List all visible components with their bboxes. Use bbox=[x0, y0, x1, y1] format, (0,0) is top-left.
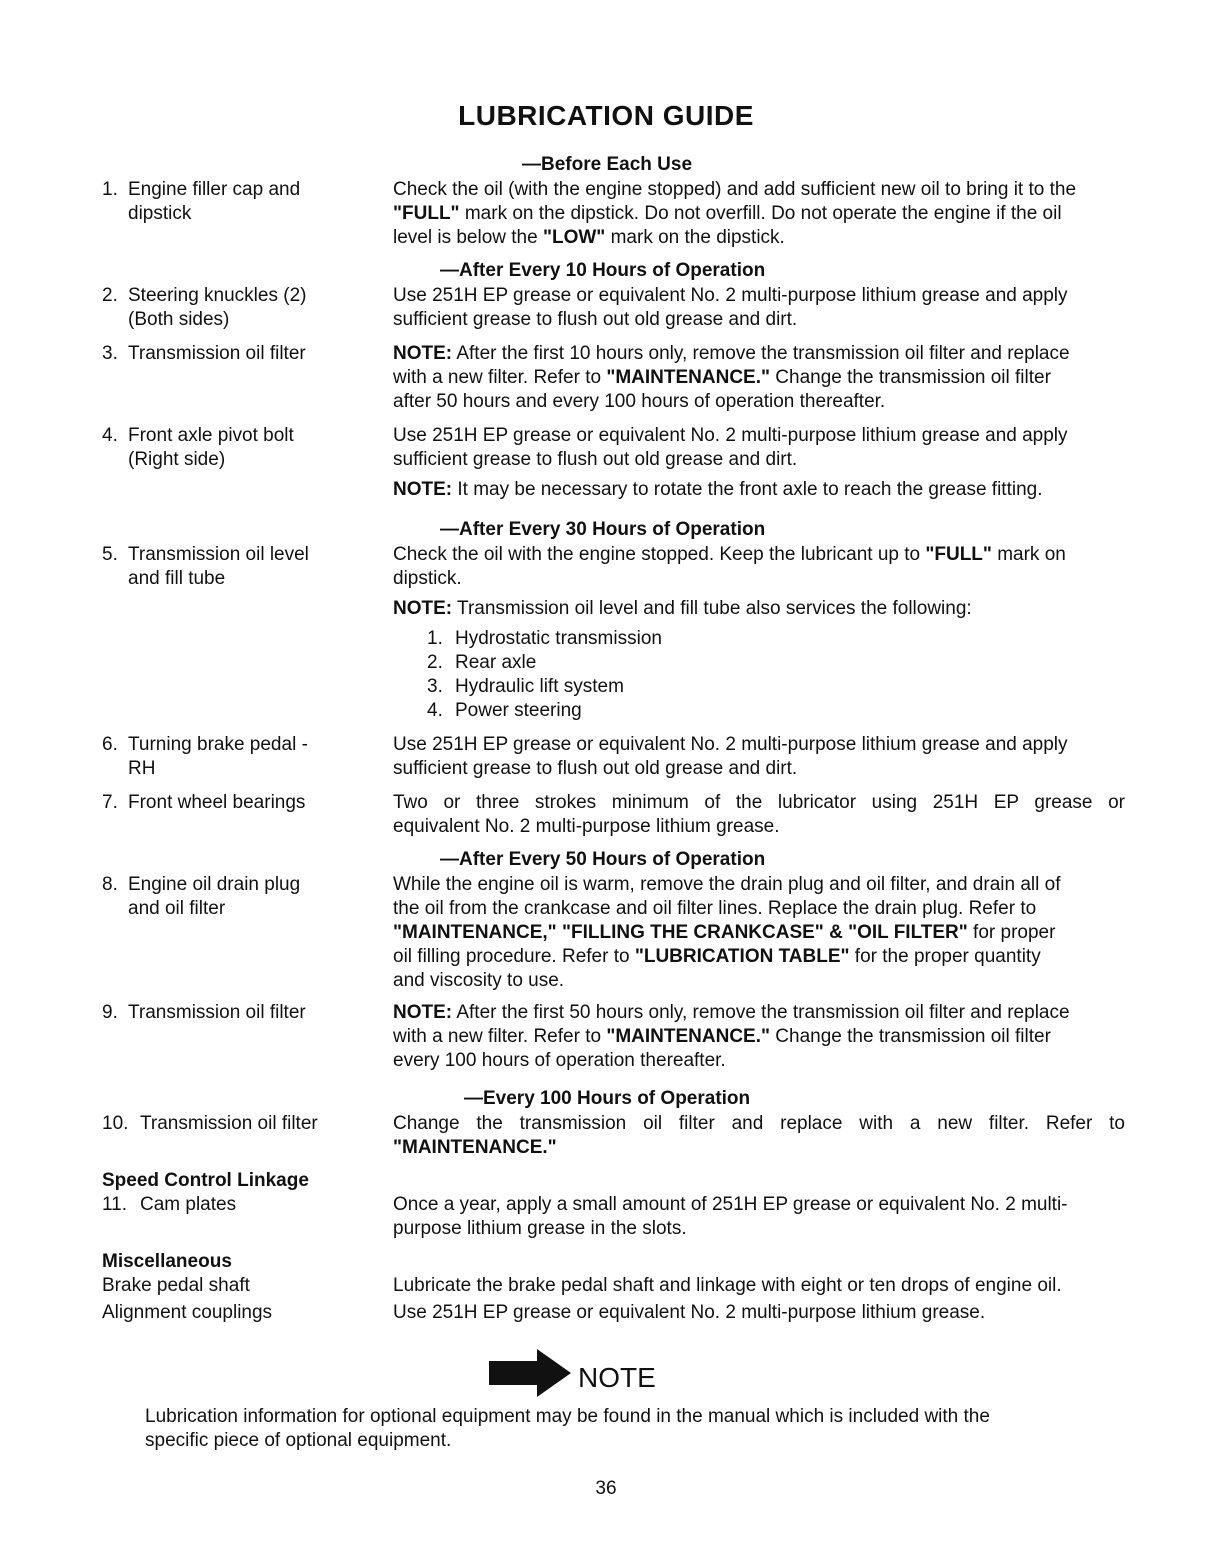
text-span: oil filling procedure. Refer to bbox=[393, 946, 635, 967]
item-label-cont: RH bbox=[128, 758, 156, 779]
item-number: 10. bbox=[102, 1113, 129, 1134]
item-label: Power steering bbox=[455, 700, 582, 721]
text-line: dipstick. bbox=[393, 568, 462, 589]
bold-term: "MAINTENANCE." bbox=[606, 1026, 771, 1047]
text-line: Use 251H EP grease or equivalent No. 2 multi-purpose lithium grease and apply bbox=[393, 285, 1068, 306]
list-item-9 bbox=[102, 1001, 372, 1025]
text-line: purpose lithium grease in the slots. bbox=[393, 1218, 687, 1239]
item-number: 2. bbox=[427, 652, 443, 673]
text-span: It may be necessary to rotate the front axle to reach the grease fitting. bbox=[452, 479, 1043, 500]
bold-term: "FULL" bbox=[393, 203, 460, 224]
section-heading-after-30: —After Every 30 Hours of Operation bbox=[440, 519, 766, 540]
instruction-2 bbox=[393, 284, 1125, 332]
text-line bbox=[393, 921, 1125, 945]
item-label: Steering knuckles (2) bbox=[128, 285, 307, 306]
item-label: Engine filler cap and bbox=[128, 179, 301, 200]
item-number: 3. bbox=[102, 343, 118, 364]
bold-term: "LOW" bbox=[542, 227, 606, 248]
text-line bbox=[393, 202, 1125, 226]
text-span: with a new filter. Refer to bbox=[393, 1026, 607, 1047]
item-label: Front axle pivot bolt bbox=[128, 425, 294, 446]
note-heading: NOTE bbox=[578, 1362, 656, 1393]
text-span: for proper bbox=[967, 922, 1056, 943]
text-span: with a new filter. Refer to bbox=[393, 367, 607, 388]
item-label: Transmission oil filter bbox=[128, 1002, 306, 1023]
section-heading-every-100: —Every 100 Hours of Operation bbox=[464, 1088, 751, 1109]
list-item-6 bbox=[102, 733, 372, 781]
list-item bbox=[427, 675, 827, 699]
bold-term: "MAINTENANCE," "FILLING THE CRANKCASE" & "OIL FILTER" bbox=[393, 922, 968, 943]
list-item-10 bbox=[102, 1112, 372, 1136]
item-label: Front wheel bearings bbox=[128, 792, 306, 813]
item-label-cont: and fill tube bbox=[128, 568, 226, 589]
list-item-2 bbox=[102, 284, 372, 332]
text-line bbox=[393, 478, 1125, 502]
list-item-5 bbox=[102, 543, 372, 591]
text-line: after 50 hours and every 100 hours of operation thereafter. bbox=[393, 391, 886, 412]
page-number: 36 bbox=[595, 1478, 617, 1499]
item-label: Transmission oil filter bbox=[140, 1113, 318, 1134]
item-number: 5. bbox=[102, 544, 118, 565]
item-number: 1. bbox=[102, 179, 118, 200]
item-number: 1. bbox=[427, 628, 443, 649]
group-heading: Miscellaneous bbox=[102, 1251, 232, 1272]
text-line: sufficient grease to flush out old grease and dirt. bbox=[393, 309, 798, 330]
section-heading-after-10: —After Every 10 Hours of Operation bbox=[440, 260, 766, 281]
bold-term: "LUBRICATION TABLE" bbox=[634, 946, 850, 967]
list-item: Brake pedal shaft bbox=[102, 1275, 250, 1296]
item-number: 8. bbox=[102, 874, 118, 895]
note-label: NOTE: bbox=[393, 1002, 453, 1023]
instruction-11 bbox=[393, 1193, 1125, 1241]
instruction-10 bbox=[393, 1112, 1125, 1160]
text-line: every 100 hours of operation thereafter. bbox=[393, 1050, 726, 1071]
text-line: Use 251H EP grease or equivalent No. 2 multi-purpose lithium grease and apply bbox=[393, 734, 1068, 755]
text-line bbox=[393, 543, 1125, 567]
text-line: specific piece of optional equipment. bbox=[145, 1430, 452, 1451]
optional-equipment-note bbox=[145, 1405, 1090, 1453]
text-line: sufficient grease to flush out old grease and dirt. bbox=[393, 449, 798, 470]
text-span: Transmission oil level and fill tube also services the following: bbox=[452, 598, 972, 619]
item-number: 3. bbox=[427, 676, 443, 697]
text-line: Lubrication information for optional equipment may be found in the manual which is included with the bbox=[145, 1406, 990, 1427]
text-span: level is below the bbox=[393, 227, 543, 248]
text-span: mark on bbox=[991, 544, 1066, 565]
item-number: 11. bbox=[102, 1194, 128, 1215]
text-line: Once a year, apply a small amount of 251H EP grease or equivalent No. 2 multi- bbox=[393, 1194, 1068, 1215]
instruction-4 bbox=[393, 424, 1125, 502]
item-number: 6. bbox=[102, 734, 118, 755]
text-line bbox=[393, 366, 1125, 390]
text-span: Check the oil with the engine stopped. Keep the lubricant up to bbox=[393, 544, 926, 565]
list-item bbox=[427, 627, 827, 651]
text-span: After the first 50 hours only, remove the transmission oil filter and replace bbox=[452, 1002, 1070, 1023]
speed-control-group bbox=[102, 1169, 372, 1217]
service-list bbox=[427, 627, 827, 723]
item-label: Turning brake pedal - bbox=[128, 734, 308, 755]
text-line: and viscosity to use. bbox=[393, 970, 565, 991]
miscellaneous-group bbox=[102, 1250, 372, 1325]
item-label: Engine oil drain plug bbox=[128, 874, 301, 895]
text-line: Check the oil (with the engine stopped) and add sufficient new oil to bring it to the bbox=[393, 179, 1077, 200]
note-label: NOTE: bbox=[393, 598, 453, 619]
text-line: Lubricate the brake pedal shaft and linkage with eight or ten drops of engine oil. bbox=[393, 1275, 1062, 1296]
instruction-6 bbox=[393, 733, 1125, 781]
text-span: mark on the dipstick. Do not overfill. Do not operate the engine if the oil bbox=[459, 203, 1062, 224]
item-label-cont: dipstick bbox=[128, 203, 192, 224]
bold-term: "MAINTENANCE." bbox=[606, 367, 771, 388]
list-item-7 bbox=[102, 791, 372, 815]
text-line: Use 251H EP grease or equivalent No. 2 multi-purpose lithium grease and apply bbox=[393, 425, 1068, 446]
item-label: Transmission oil level bbox=[128, 544, 309, 565]
text-line: While the engine oil is warm, remove the drain plug and oil filter, and drain all of bbox=[393, 874, 1061, 895]
list-item: Alignment couplings bbox=[102, 1302, 273, 1323]
section-heading-after-50: —After Every 50 Hours of Operation bbox=[440, 849, 766, 870]
text-span: mark on the dipstick. bbox=[605, 227, 785, 248]
list-item-1 bbox=[102, 178, 372, 226]
instruction-7 bbox=[393, 791, 1125, 839]
text-line bbox=[393, 226, 1125, 250]
item-number: 7. bbox=[102, 792, 118, 813]
list-item bbox=[427, 699, 827, 723]
text-span: After the first 10 hours only, remove the transmission oil filter and replace bbox=[452, 343, 1070, 364]
text-line: Two or three strokes minimum of the lubricator using 251H EP grease or bbox=[393, 792, 1125, 813]
item-number: 9. bbox=[102, 1002, 118, 1023]
text-line: the oil from the crankcase and oil filter lines. Replace the drain plug. Refer to bbox=[393, 898, 1037, 919]
item-number: 4. bbox=[102, 425, 118, 446]
text-line: Change the transmission oil filter and replace with a new filter. Refer to bbox=[393, 1113, 1125, 1134]
text-line bbox=[393, 945, 1125, 969]
item-label-cont: (Both sides) bbox=[128, 309, 230, 330]
instruction-1 bbox=[393, 178, 1125, 250]
text-line: Use 251H EP grease or equivalent No. 2 multi-purpose lithium grease. bbox=[393, 1302, 986, 1323]
list-item bbox=[427, 651, 827, 675]
text-span: Change the transmission oil filter bbox=[770, 1026, 1051, 1047]
instruction-3 bbox=[393, 342, 1125, 414]
arrow-right-icon bbox=[487, 1347, 573, 1399]
list-item-3 bbox=[102, 342, 372, 366]
instruction-5 bbox=[393, 543, 1125, 621]
text-line bbox=[393, 342, 1125, 366]
text-span: for the proper quantity bbox=[849, 946, 1041, 967]
instruction-9 bbox=[393, 1001, 1125, 1073]
text-line: equivalent No. 2 multi-purpose lithium grease. bbox=[393, 816, 780, 837]
instruction-8 bbox=[393, 873, 1125, 993]
page-title: LUBRICATION GUIDE bbox=[458, 100, 754, 131]
item-label: Hydraulic lift system bbox=[455, 676, 624, 697]
bold-term: "MAINTENANCE." bbox=[393, 1137, 557, 1158]
note-label: NOTE: bbox=[393, 343, 453, 364]
text-line: sufficient grease to flush out old grease and dirt. bbox=[393, 758, 798, 779]
item-label: Rear axle bbox=[455, 652, 537, 673]
item-label: Cam plates bbox=[140, 1194, 237, 1215]
list-item-11 bbox=[102, 1193, 372, 1217]
section-heading-before-each-use: —Before Each Use bbox=[522, 154, 693, 175]
text-span: Change the transmission oil filter bbox=[770, 367, 1051, 388]
item-label: Transmission oil filter bbox=[128, 343, 306, 364]
item-label-cont: and oil filter bbox=[128, 898, 226, 919]
bold-term: "FULL" bbox=[925, 544, 992, 565]
text-line bbox=[393, 597, 1125, 621]
item-number: 4. bbox=[427, 700, 443, 721]
group-heading: Speed Control Linkage bbox=[102, 1170, 309, 1191]
item-label-cont: (Right side) bbox=[128, 449, 226, 470]
instruction-misc bbox=[393, 1274, 1125, 1325]
list-item-8 bbox=[102, 873, 372, 921]
note-label: NOTE: bbox=[393, 479, 453, 500]
text-line bbox=[393, 1001, 1125, 1025]
item-number: 2. bbox=[102, 285, 118, 306]
item-label: Hydrostatic transmission bbox=[455, 628, 662, 649]
text-line bbox=[393, 1025, 1125, 1049]
list-item-4 bbox=[102, 424, 372, 472]
